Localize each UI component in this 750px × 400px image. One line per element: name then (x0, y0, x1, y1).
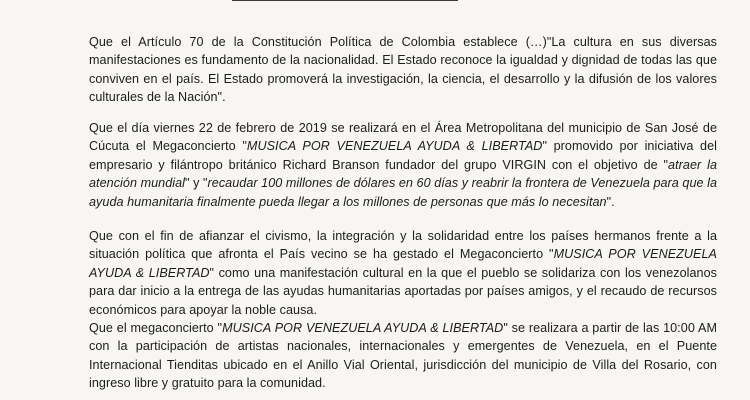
paragraph-text: " se realizara a partir de las 10:00 AM con la participación de artistas nacionales, internacionales y emergentes de Venezuela, en el Puente Internacional Tienditas ubicado en el Anillo Vial Oriental, jurisdicción del municipio de Villa del Rosario, con ingreso libre y gratuito para la comunidad. (89, 321, 717, 391)
top-rule (232, 0, 458, 2)
paragraph-text: Que con el fin de afianzar el civismo, la integración y la solidaridad entre los países hermanos frente a la situación política que afronta el País vecino se ha gestado el Megaconcierto " (89, 229, 717, 262)
concert-title: MUSICA POR VENEZUELA AYUDA & LIBERTAD (246, 139, 543, 154)
paragraph-text: " y " (185, 176, 208, 191)
paragraph-event-details (89, 319, 717, 393)
concert-title: MUSICA POR VENEZUELA AYUDA & LIBERTAD (89, 247, 718, 280)
paragraph-text: Que el Artículo 70 de la Constitución Política de Colombia establece (…)"La cultura en sus diversas manifestaciones es fundamento de la nacionalidad. El Estado reconoce la igualdad y dignidad de todas las que conviven en el país. El Estado promoverá la investigación, la ciencia, el desarrollo y la difusión de los valores culturales de la Nación". (89, 35, 717, 105)
paragraph-solidarity (89, 227, 717, 319)
paragraph-text: " como una manifestación cultural en la que el pueblo se solidariza con los venezolanos para dar inicio a la entrega de las ayudas humanitarias aportadas por países amigos, y el recaudo de recursos económicos para apoyar la noble causa. (89, 265, 718, 317)
paragraph-text: ". (606, 194, 615, 209)
paragraph-megaconcierto-date (89, 119, 717, 211)
concert-title: MUSICA POR VENEZUELA AYUDA & LIBERTAD (222, 321, 504, 335)
paragraph-text: Que el día viernes 22 de febrero de 2019 se realizará en el Área Metropolitana del municipio de San José de Cúcuta el Megaconcierto " (89, 121, 717, 154)
paragraph-text: " promovido por iniciativa del empresario y filántropo británico Richard Branson fundador del grupo VIRGIN con el objetivo de " (89, 139, 717, 172)
quote-text: atraer la atención mundial (89, 157, 717, 191)
paragraph-article-70 (89, 33, 717, 107)
paragraph-text: Que el megaconcierto " (89, 321, 223, 335)
quote-text: recaudar 100 millones de dólares en 60 días y reabrir la frontera de Venezuela para que la ayuda humanitaria finalmente pueda llegar a los millones de personas que más lo necesitan (89, 176, 718, 209)
